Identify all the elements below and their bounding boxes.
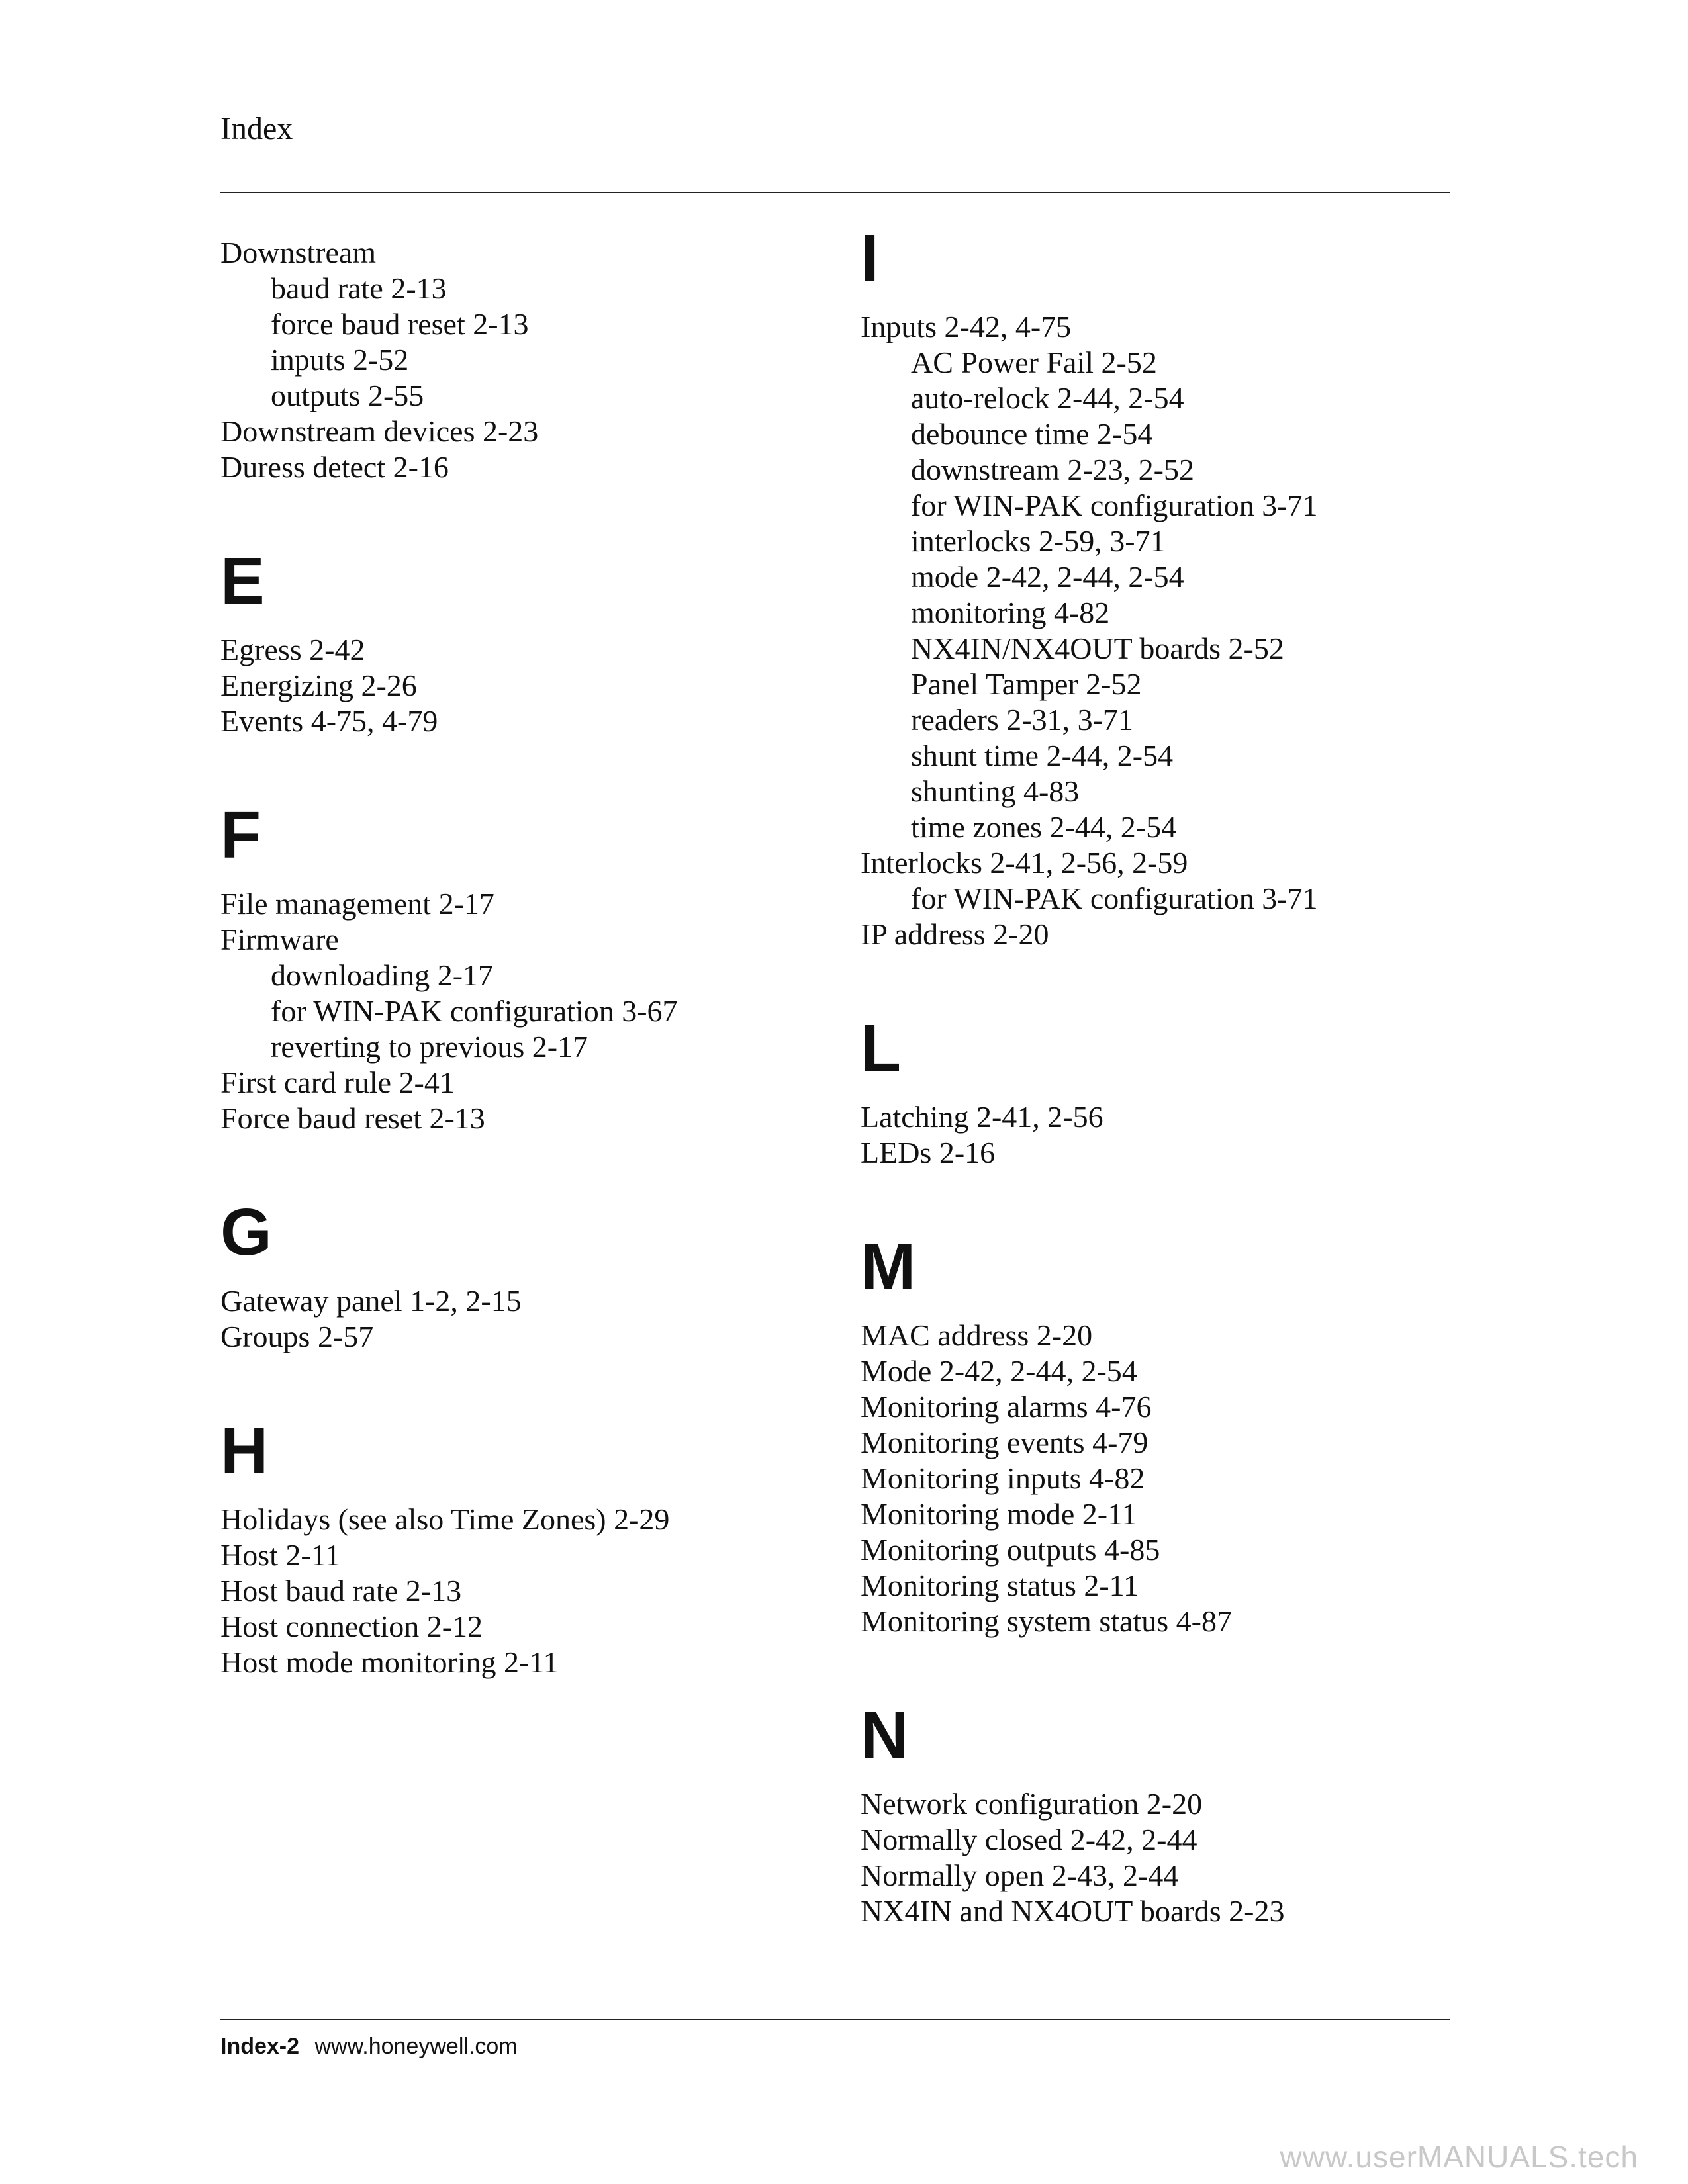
index-entry: Network configuration 2-20 bbox=[861, 1787, 1203, 1821]
index-entry: Host 2-11 bbox=[220, 1538, 341, 1572]
index-entry: Downstream devices 2-23 bbox=[220, 414, 539, 448]
index-section bbox=[861, 222, 1456, 952]
section-letter: H bbox=[220, 1414, 269, 1488]
index-entry: Host baud rate 2-13 bbox=[220, 1574, 462, 1608]
index-subentry: mode 2-42, 2-44, 2-54 bbox=[911, 560, 1184, 594]
index-column-left bbox=[220, 235, 816, 1680]
index-subentry: for WIN-PAK configuration 3-71 bbox=[911, 488, 1318, 522]
index-subentry: NX4IN/NX4OUT boards 2-52 bbox=[911, 631, 1284, 665]
index-entry: Force baud reset 2-13 bbox=[220, 1101, 485, 1135]
index-entry: Firmware bbox=[220, 923, 339, 956]
index-entry: Mode 2-42, 2-44, 2-54 bbox=[861, 1354, 1137, 1388]
index-subentry: auto-relock 2-44, 2-54 bbox=[911, 381, 1184, 415]
section-letter: L bbox=[861, 1011, 902, 1085]
index-subentry: for WIN-PAK configuration 3-67 bbox=[271, 994, 678, 1028]
index-entry: Duress detect 2-16 bbox=[220, 450, 449, 484]
index-subentry: outputs 2-55 bbox=[271, 379, 424, 412]
footer-page-number: Index-2 bbox=[220, 2034, 300, 2059]
index-entry: MAC address 2-20 bbox=[861, 1318, 1093, 1352]
index-entry: Downstream bbox=[220, 236, 377, 269]
page-footer bbox=[220, 2032, 518, 2061]
index-subentry: Panel Tamper 2-52 bbox=[911, 667, 1142, 701]
index-entry: File management 2-17 bbox=[220, 887, 494, 921]
index-subentry: inputs 2-52 bbox=[271, 343, 409, 377]
section-letter: M bbox=[861, 1230, 916, 1304]
header-rule bbox=[220, 192, 1450, 193]
index-section bbox=[861, 1012, 1456, 1171]
index-subentry: force baud reset 2-13 bbox=[271, 307, 529, 341]
page-header-title: Index bbox=[220, 111, 293, 146]
index-entry: Groups 2-57 bbox=[220, 1320, 374, 1353]
section-letter: F bbox=[220, 798, 261, 872]
index-subentry: baud rate 2-13 bbox=[271, 271, 447, 305]
section-letter: G bbox=[220, 1195, 272, 1269]
index-entry: Normally open 2-43, 2-44 bbox=[861, 1858, 1179, 1892]
index-subentry: AC Power Fail 2-52 bbox=[911, 345, 1157, 379]
index-entry: Monitoring inputs 4-82 bbox=[861, 1461, 1145, 1495]
index-entry: Inputs 2-42, 4-75 bbox=[861, 310, 1072, 343]
watermark: www.userMANUALS.tech bbox=[1280, 2140, 1638, 2174]
index-subentry: reverting to previous 2-17 bbox=[271, 1030, 588, 1064]
index-section bbox=[220, 799, 816, 1136]
index-entry: Normally closed 2-42, 2-44 bbox=[861, 1823, 1197, 1856]
index-subentry: debounce time 2-54 bbox=[911, 417, 1153, 451]
section-letter: N bbox=[861, 1698, 909, 1772]
index-entry: LEDs 2-16 bbox=[861, 1136, 996, 1169]
index-subentry: downloading 2-17 bbox=[271, 958, 494, 992]
index-entry: Monitoring mode 2-11 bbox=[861, 1497, 1137, 1531]
index-entry: Holidays (see also Time Zones) 2-29 bbox=[220, 1502, 670, 1536]
index-entry: Egress 2-42 bbox=[220, 633, 365, 666]
index-subentry: readers 2-31, 3-71 bbox=[911, 703, 1133, 737]
index-entry: IP address 2-20 bbox=[861, 917, 1049, 951]
index-entry: Monitoring outputs 4-85 bbox=[861, 1533, 1160, 1567]
footer-rule bbox=[220, 2019, 1450, 2020]
index-section bbox=[220, 235, 816, 485]
index-entry: Interlocks 2-41, 2-56, 2-59 bbox=[861, 846, 1188, 880]
index-subentry: interlocks 2-59, 3-71 bbox=[911, 524, 1166, 558]
index-entry: Energizing 2-26 bbox=[220, 668, 417, 702]
index-entry: Monitoring system status 4-87 bbox=[861, 1604, 1232, 1638]
index-entry: Monitoring events 4-79 bbox=[861, 1426, 1149, 1459]
index-subentry: shunting 4-83 bbox=[911, 774, 1080, 808]
section-letter: E bbox=[220, 544, 265, 618]
index-section bbox=[220, 1414, 816, 1680]
index-entry: Host mode monitoring 2-11 bbox=[220, 1645, 559, 1679]
index-entry: Latching 2-41, 2-56 bbox=[861, 1100, 1103, 1134]
index-subentry: monitoring 4-82 bbox=[911, 596, 1110, 629]
index-section bbox=[220, 1196, 816, 1355]
index-subentry: downstream 2-23, 2-52 bbox=[911, 453, 1194, 486]
index-entry: First card rule 2-41 bbox=[220, 1066, 455, 1099]
index-section bbox=[861, 1230, 1456, 1639]
index-entry: Host connection 2-12 bbox=[220, 1610, 483, 1643]
index-section bbox=[220, 545, 816, 739]
index-entry: Events 4-75, 4-79 bbox=[220, 704, 438, 738]
index-section bbox=[861, 1699, 1456, 1929]
index-column-right bbox=[861, 222, 1456, 1929]
footer-url[interactable]: www.honeywell.com bbox=[314, 2034, 518, 2059]
index-subentry: time zones 2-44, 2-54 bbox=[911, 810, 1177, 844]
index-entry: Monitoring alarms 4-76 bbox=[861, 1390, 1152, 1424]
index-subentry: shunt time 2-44, 2-54 bbox=[911, 739, 1174, 772]
index-subentry: for WIN-PAK configuration 3-71 bbox=[911, 882, 1318, 915]
index-entry: Monitoring status 2-11 bbox=[861, 1569, 1139, 1602]
index-entry: Gateway panel 1-2, 2-15 bbox=[220, 1284, 522, 1318]
index-entry: NX4IN and NX4OUT boards 2-23 bbox=[861, 1894, 1285, 1928]
section-letter: I bbox=[861, 221, 879, 295]
